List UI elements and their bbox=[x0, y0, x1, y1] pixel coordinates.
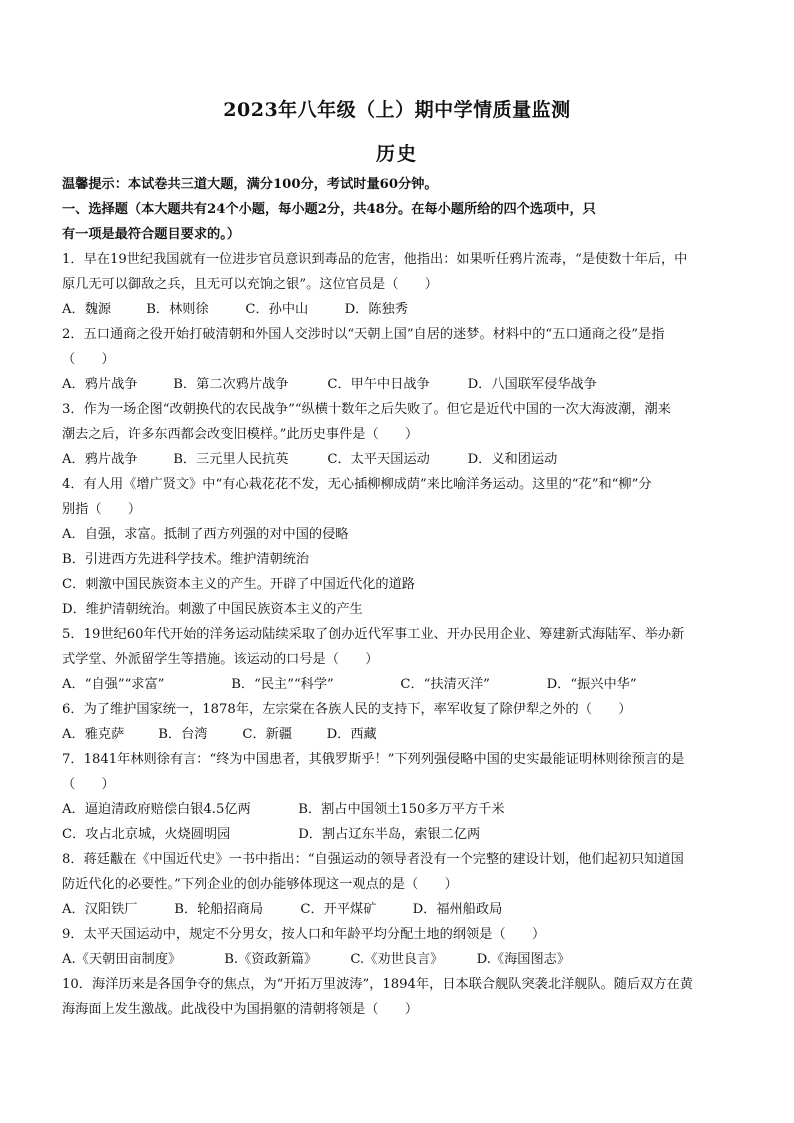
option-a: A．鸦片战争 bbox=[62, 452, 138, 467]
notice-text: 温馨提示：本试卷共三道大题，满分100分，考试时量60分钟。 bbox=[62, 177, 438, 192]
section-heading-cont: 有一项是最符合题目要求的。） bbox=[62, 227, 241, 242]
option-d: D.《海国图志》 bbox=[476, 952, 571, 967]
question-2-stem-cont: （ ） bbox=[62, 352, 115, 367]
option-a: A．逼迫清政府赔偿白银4.5亿两 bbox=[62, 802, 251, 817]
option-a: A．鸦片战争 bbox=[62, 377, 138, 392]
question-8-stem: 8．蒋廷黻在《中国近代史》一书中指出：“自强运动的领导者没有一个完整的建设计划，他们起初只知道国 bbox=[62, 852, 684, 867]
option-d: D．“振兴中华” bbox=[546, 677, 637, 692]
option-c: C．太平天国运动 bbox=[327, 452, 430, 467]
option-d: D．八国联军侵华战争 bbox=[467, 377, 597, 392]
question-5-stem-cont: 式学堂、外派留学生等措施。该运动的口号是（ ） bbox=[62, 652, 379, 667]
option-b: B．轮船招商局 bbox=[174, 902, 264, 917]
question-5-stem: 5．19世纪60年代开始的洋务运动陆续采取了创办近代军事工业、开办民用企业、筹建新式海陆军、举办新 bbox=[62, 627, 685, 642]
question-2-options bbox=[62, 372, 734, 397]
option-d: D．西藏 bbox=[326, 727, 377, 742]
option-b: B．“民主”“科学” bbox=[231, 677, 334, 692]
question-1-options bbox=[62, 297, 734, 322]
question-4-option-b: B．引进西方先进科学技术。维护清朝统治 bbox=[62, 552, 310, 567]
subject-title: 历史 bbox=[375, 143, 418, 165]
question-8-options bbox=[62, 897, 734, 922]
option-d: D．割占辽东半岛，索银二亿两 bbox=[298, 827, 481, 842]
question-10-stem-cont: 海海面上发生激战。此战役中为国捐躯的清朝将领是（ ） bbox=[62, 1002, 419, 1017]
question-6-stem: 6．为了维护国家统一，1878年，左宗棠在各族人民的支持下，率军收复了除伊犁之外的（ ） bbox=[62, 702, 632, 717]
question-4-stem: 4．有人用《增广贤文》中“有心栽花花不发，无心插柳柳成荫”来比喻洋务运动。这里的“花”和“柳”分 bbox=[62, 477, 652, 492]
question-4-option-c: C．刺激中国民族资本主义的产生。开辟了中国近代化的道路 bbox=[62, 577, 415, 592]
option-b: B．割占中国领土150多万平方千米 bbox=[298, 802, 505, 817]
question-7-options-row1 bbox=[62, 797, 734, 822]
question-7-stem-cont: （ ） bbox=[62, 777, 115, 792]
option-c: C．开平煤矿 bbox=[300, 902, 377, 917]
question-7-options-row2 bbox=[62, 822, 734, 847]
question-3-options bbox=[62, 447, 734, 472]
option-c: C.《劝世良言》 bbox=[350, 952, 444, 967]
question-2-stem: 2．五口通商之役开始打破清朝和外国人交涉时以“天朝上国”自居的迷梦。材料中的“五口通商之役”是指 bbox=[62, 327, 665, 342]
question-5-options bbox=[62, 672, 734, 697]
exam-content bbox=[62, 172, 734, 1022]
option-b: B．台湾 bbox=[158, 727, 208, 742]
question-9-stem: 9．太平天国运动中，规定不分男女，按人口和年龄平均分配土地的纲领是（ ） bbox=[62, 927, 546, 942]
option-d: D．陈独秀 bbox=[344, 302, 408, 317]
option-b: B．林则徐 bbox=[146, 302, 209, 317]
option-d: D．福州船政局 bbox=[412, 902, 503, 917]
option-c: C．孙中山 bbox=[245, 302, 309, 317]
option-c: C．甲午中日战争 bbox=[327, 377, 430, 392]
option-a: A．汉阳铁厂 bbox=[62, 902, 138, 917]
option-b: B.《资政新篇》 bbox=[224, 952, 318, 967]
question-3-stem-cont: 潮去之后，许多东西都会改变旧模样。”此历史事件是（ ） bbox=[62, 427, 419, 442]
question-10-stem: 10．海洋历来是各国争夺的焦点，为“开拓万里波涛”，1894年，日本联合舰队突袭北洋舰队。随后双方在黄 bbox=[62, 977, 693, 992]
option-c: C．攻占北京城，火烧圆明园 bbox=[62, 827, 231, 842]
question-4-option-a: A．自强，求富。抵制了西方列强的对中国的侵略 bbox=[62, 527, 349, 542]
option-a: A.《天朝田亩制度》 bbox=[62, 952, 182, 967]
option-c: C．新疆 bbox=[242, 727, 293, 742]
option-a: A．魏源 bbox=[62, 302, 112, 317]
question-7-stem: 7．1841年林则徐有言：“终为中国患者，其俄罗斯乎！”下列列强侵略中国的史实最能证明林则徐预言的是 bbox=[62, 752, 685, 767]
option-d: D．义和团运动 bbox=[467, 452, 558, 467]
question-3-stem: 3．作为一场企图“改朝换代的农民战争”“纵横十数年之后失败了。但它是近代中国的一次大海波潮，潮来 bbox=[62, 402, 671, 417]
option-c: C．“扶清灭洋” bbox=[400, 677, 490, 692]
question-6-options bbox=[62, 722, 734, 747]
question-1-stem-cont: 原几无可以御敌之兵，且无可以充饷之银”。这位官员是（ ） bbox=[62, 277, 438, 292]
option-a: A．雅克萨 bbox=[62, 727, 125, 742]
question-4-stem-cont: 别指（ ） bbox=[62, 502, 142, 517]
question-4-option-d: D．维护清朝统治。刺激了中国民族资本主义的产生 bbox=[62, 602, 363, 617]
section-heading: 一、选择题（本大题共有24个小题，每小题2分，共48分。在每小题所给的四个选项中，只 bbox=[62, 202, 596, 217]
question-8-stem-cont: 防近代化的必要性。”下列企业的创办能够体现这一观点的是（ ） bbox=[62, 877, 458, 892]
exam-title: 2023年八年级（上）期中学情质量监测 bbox=[223, 99, 571, 121]
option-b: B．第二次鸦片战争 bbox=[173, 377, 289, 392]
question-9-options bbox=[62, 947, 734, 972]
option-a: A．“自强”“求富” bbox=[62, 677, 165, 692]
option-b: B．三元里人民抗英 bbox=[173, 452, 289, 467]
question-1-stem: 1．早在19世纪我国就有一位进步官员意识到毒品的危害，他指出：如果听任鸦片流毒，“是使数十年后，中 bbox=[62, 252, 688, 267]
